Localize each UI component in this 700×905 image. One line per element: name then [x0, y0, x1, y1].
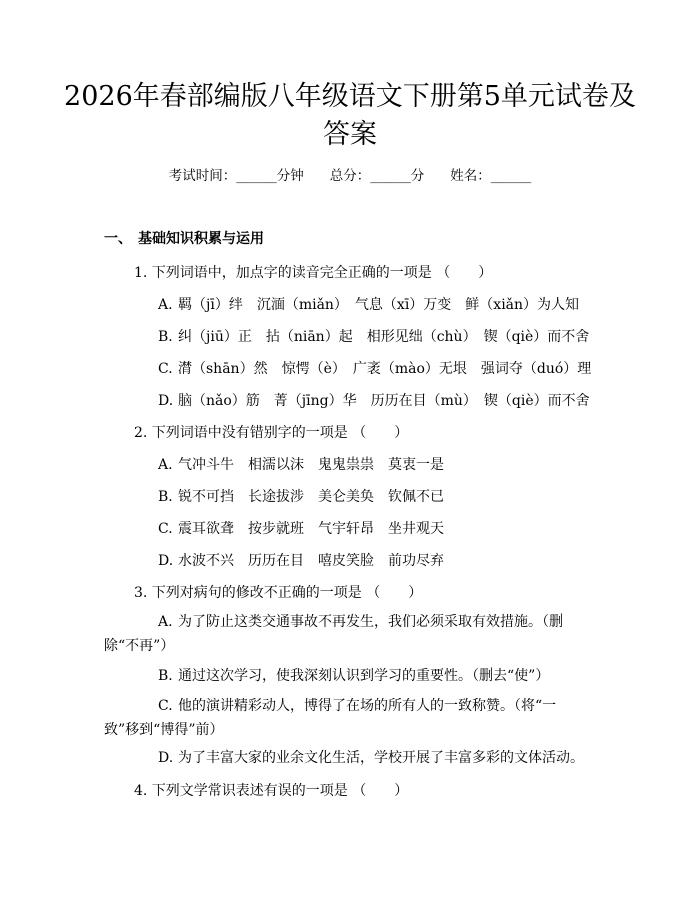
question-option [158, 294, 579, 314]
section-title: 基础知识积累与运用 [138, 231, 264, 247]
question-stem: 2. 下列词语中没有错别字的一项是 （ ） [134, 425, 409, 441]
question-option [158, 486, 444, 506]
option-label: A. [158, 614, 173, 630]
option-text: 为了防止这类交通事故不再发生，我们必须采取有效措施。（删除“不再”） [104, 614, 563, 654]
question-option [104, 746, 588, 770]
option-label: C. [158, 521, 173, 537]
question-stem: 1. 下列词语中，加点字的读音完全正确的一项是 （ ） [134, 265, 493, 281]
exam-info [0, 166, 700, 186]
question-option [158, 550, 444, 570]
option-label: D. [158, 553, 174, 569]
option-text: 气冲斗牛 相濡以沫 鬼鬼祟祟 莫衷一是 [178, 457, 444, 473]
option-label: A. [158, 457, 173, 473]
option-text: 他的演讲精彩动人，博得了在场的所有人的一致称赞。（将“一致”移到“博得”前） [104, 698, 557, 738]
option-label: D. [158, 750, 174, 766]
option-label: B. [158, 329, 173, 345]
question-option [158, 390, 590, 410]
option-text: 通过这次学习，使我深刻认识到学习的重要性。（删去“使”） [178, 668, 550, 684]
option-text: 锐不可挡 长途拔涉 美仑美奂 钦佩不已 [178, 489, 444, 505]
option-text: 羁（jī）绊 沉湎（miǎn） 气息（xī）万变 鲜（xiǎn）为人知 [178, 297, 580, 313]
option-label: D. [158, 393, 174, 409]
option-text: 震耳欲聋 按步就班 气宇轩昂 坐井观天 [178, 521, 444, 537]
question-option [104, 610, 588, 658]
question-option [104, 694, 588, 742]
question-option [158, 454, 444, 474]
question-option [158, 358, 591, 378]
total-score: 总分：______分 [329, 168, 425, 184]
option-label: B. [158, 668, 173, 684]
option-label: C. [158, 361, 173, 377]
option-label: A. [158, 297, 173, 313]
question-option [158, 518, 444, 538]
option-label: C. [158, 698, 173, 714]
option-text: 水波不兴 历历在目 嘻皮笑脸 前功尽弃 [178, 553, 444, 569]
option-text: 潸（shān）然 惊愕（è） 广袤（mào）无垠 强词夺（duó）理 [178, 361, 592, 377]
question-option [104, 664, 588, 688]
option-text: 纠（jiū）正 拈（niān）起 相形见绌（chù） 锲（qiè）而不舍 [178, 329, 590, 345]
question-stem: 3. 下列对病句的修改不正确的一项是 （ ） [134, 585, 423, 601]
option-label: B. [158, 489, 173, 505]
student-name: 姓名：______ [450, 168, 532, 184]
exam-title: 2026年春部编版八年级语文下册第5单元试卷及答案 [64, 81, 636, 150]
section-heading [104, 228, 264, 248]
question-stem: 4. 下列文学常识表述有误的一项是 （ ） [134, 783, 409, 799]
question-option [158, 326, 589, 346]
exam-time: 考试时间：______分钟 [168, 168, 304, 184]
option-text: 脑（nǎo）筋 菁（jīng）华 历历在目（mù） 锲（qiè）而不舍 [178, 393, 590, 409]
section-number: 一、 [104, 231, 132, 247]
option-text: 为了丰富大家的业余文化生活，学校开展了丰富多彩的文体活动。 [178, 750, 584, 766]
